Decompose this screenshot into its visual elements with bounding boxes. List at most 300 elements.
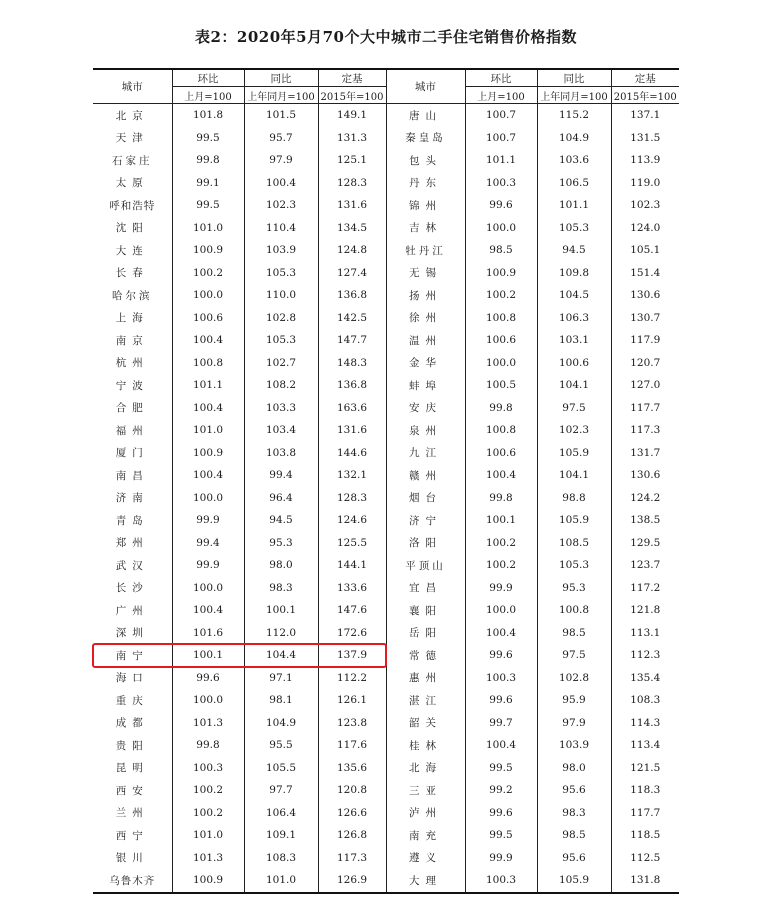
city-cell-2: 唐山 [386, 104, 465, 127]
header-base-2: 定基 [611, 69, 679, 87]
yoy-cell-2: 95.6 [537, 779, 611, 802]
city-cell: 昆明 [115, 762, 149, 775]
base-cell: 134.5 [318, 217, 386, 240]
base-cell-2: 129.5 [611, 532, 679, 555]
table-row [93, 307, 679, 330]
city-cell-2: 洛阳 [386, 532, 465, 555]
base-cell: 126.9 [318, 869, 386, 893]
mom-cell-2: 99.2 [465, 779, 537, 802]
mom-cell-2: 100.0 [465, 217, 537, 240]
base-cell: 142.5 [318, 307, 386, 330]
mom-cell: 100.8 [172, 352, 244, 375]
city-cell-2: 包头 [386, 149, 465, 172]
base-cell: 128.3 [318, 172, 386, 195]
city-cell-2: 济宁 [386, 509, 465, 532]
table-row [93, 734, 679, 757]
base-cell-2: 114.3 [611, 712, 679, 735]
base-cell: 124.8 [318, 239, 386, 262]
base-cell-2: 151.4 [611, 262, 679, 285]
table-row [93, 487, 679, 510]
yoy-cell: 105.3 [244, 262, 318, 285]
mom-cell: 100.4 [172, 599, 244, 622]
base-cell: 136.8 [318, 284, 386, 307]
city-cell-2: 岳阳 [386, 622, 465, 645]
mom-cell-2: 100.2 [465, 532, 537, 555]
yoy-cell: 98.1 [244, 689, 318, 712]
mom-cell-2: 100.6 [465, 329, 537, 352]
mom-cell: 99.4 [172, 532, 244, 555]
yoy-cell: 98.0 [244, 554, 318, 577]
base-cell-2: 131.8 [611, 869, 679, 893]
base-cell-2: 138.5 [611, 509, 679, 532]
base-cell-2: 117.2 [611, 577, 679, 600]
city-cell-2: 泉州 [386, 419, 465, 442]
yoy-cell: 109.1 [244, 824, 318, 847]
yoy-cell-2: 109.8 [537, 262, 611, 285]
yoy-cell-2: 115.2 [537, 104, 611, 127]
city-cell: 南宁 [115, 649, 149, 662]
table-row [93, 104, 679, 127]
table-row [93, 532, 679, 555]
base-cell: 149.1 [318, 104, 386, 127]
mom-cell-2: 99.6 [465, 802, 537, 825]
base-cell-2: 117.9 [611, 329, 679, 352]
table-row [93, 352, 679, 375]
city-cell: 石家庄 [112, 154, 153, 167]
city-cell-2: 惠州 [386, 667, 465, 690]
yoy-cell-2: 97.5 [537, 397, 611, 420]
yoy-cell-2: 100.8 [537, 599, 611, 622]
base-cell-2: 113.4 [611, 734, 679, 757]
yoy-cell-2: 105.9 [537, 509, 611, 532]
mom-cell: 99.1 [172, 172, 244, 195]
mom-cell: 99.6 [172, 667, 244, 690]
city-cell-2: 赣州 [386, 464, 465, 487]
city-cell: 武汉 [115, 559, 149, 572]
city-cell-2: 温州 [386, 329, 465, 352]
city-cell-2: 烟台 [386, 487, 465, 510]
yoy-cell-2: 105.3 [537, 217, 611, 240]
yoy-cell: 108.3 [244, 847, 318, 870]
yoy-cell: 102.7 [244, 352, 318, 375]
city-cell-2: 南充 [386, 824, 465, 847]
base-cell: 144.6 [318, 442, 386, 465]
table-row [93, 599, 679, 622]
base-cell-2: 113.9 [611, 149, 679, 172]
base-cell-2: 118.5 [611, 824, 679, 847]
city-cell-2: 安庆 [386, 397, 465, 420]
yoy-cell-2: 98.5 [537, 824, 611, 847]
base-cell-2: 102.3 [611, 194, 679, 217]
base-cell-2: 108.3 [611, 689, 679, 712]
base-cell-2: 121.8 [611, 599, 679, 622]
base-cell: 131.3 [318, 127, 386, 150]
base-cell: 148.3 [318, 352, 386, 375]
yoy-cell-2: 100.6 [537, 352, 611, 375]
base-cell: 125.5 [318, 532, 386, 555]
base-cell: 163.6 [318, 397, 386, 420]
city-cell: 西宁 [115, 829, 149, 842]
mom-cell: 101.0 [172, 824, 244, 847]
city-cell-2: 锦州 [386, 194, 465, 217]
mom-cell-2: 99.5 [465, 824, 537, 847]
base-cell: 136.8 [318, 374, 386, 397]
mom-cell: 100.4 [172, 464, 244, 487]
base-cell: 123.8 [318, 712, 386, 735]
city-cell: 深圳 [115, 627, 149, 640]
subheader-mom: 上月=100 [172, 87, 244, 104]
mom-cell: 99.8 [172, 149, 244, 172]
city-cell: 呼和浩特 [109, 199, 156, 212]
city-cell: 济南 [115, 492, 149, 505]
yoy-cell: 105.5 [244, 757, 318, 780]
base-cell: 131.6 [318, 419, 386, 442]
mom-cell-2: 100.6 [465, 442, 537, 465]
mom-cell: 100.0 [172, 487, 244, 510]
table-row [93, 757, 679, 780]
table-row [93, 622, 679, 645]
header-row [93, 69, 679, 87]
mom-cell-2: 100.2 [465, 284, 537, 307]
mom-cell-2: 100.3 [465, 667, 537, 690]
mom-cell: 100.2 [172, 779, 244, 802]
yoy-cell-2: 95.3 [537, 577, 611, 600]
base-cell-2: 130.6 [611, 284, 679, 307]
header-mom-2: 环比 [465, 69, 537, 87]
subheader-base: 2015年=100 [318, 87, 386, 104]
base-cell-2: 130.6 [611, 464, 679, 487]
city-cell: 银川 [115, 852, 149, 865]
yoy-cell: 95.5 [244, 734, 318, 757]
yoy-cell-2: 94.5 [537, 239, 611, 262]
city-cell-2: 北海 [386, 757, 465, 780]
mom-cell-2: 99.9 [465, 847, 537, 870]
yoy-cell-2: 102.8 [537, 667, 611, 690]
base-cell: 172.6 [318, 622, 386, 645]
yoy-cell: 104.4 [244, 644, 318, 667]
yoy-cell-2: 105.9 [537, 869, 611, 893]
city-cell: 天津 [115, 132, 149, 145]
base-cell-2: 112.3 [611, 644, 679, 667]
city-cell: 北京 [115, 109, 149, 122]
yoy-cell: 97.7 [244, 779, 318, 802]
yoy-cell-2: 104.5 [537, 284, 611, 307]
mom-cell-2: 99.6 [465, 644, 537, 667]
table-row [93, 239, 679, 262]
table-body [93, 104, 679, 893]
mom-cell: 100.9 [172, 869, 244, 893]
table-row [93, 127, 679, 150]
base-cell: 126.1 [318, 689, 386, 712]
yoy-cell-2: 97.9 [537, 712, 611, 735]
base-cell-2: 120.7 [611, 352, 679, 375]
table-row [93, 329, 679, 352]
mom-cell-2: 101.1 [465, 149, 537, 172]
city-cell: 长春 [115, 267, 149, 280]
highlight-box [92, 643, 387, 668]
table-row [93, 824, 679, 847]
table-row [93, 419, 679, 442]
yoy-cell: 97.1 [244, 667, 318, 690]
base-cell-2: 119.0 [611, 172, 679, 195]
mom-cell: 100.3 [172, 757, 244, 780]
yoy-cell-2: 105.3 [537, 554, 611, 577]
city-cell-2: 平顶山 [386, 554, 465, 577]
mom-cell-2: 100.7 [465, 104, 537, 127]
city-cell-2: 遵义 [386, 847, 465, 870]
yoy-cell-2: 98.8 [537, 487, 611, 510]
mom-cell-2: 99.6 [465, 689, 537, 712]
yoy-cell-2: 102.3 [537, 419, 611, 442]
base-cell-2: 113.1 [611, 622, 679, 645]
yoy-cell: 105.3 [244, 329, 318, 352]
city-cell: 福州 [115, 424, 149, 437]
yoy-cell: 95.7 [244, 127, 318, 150]
yoy-cell-2: 108.5 [537, 532, 611, 555]
mom-cell-2: 100.3 [465, 172, 537, 195]
yoy-cell: 98.3 [244, 577, 318, 600]
city-cell-2: 金华 [386, 352, 465, 375]
base-cell-2: 131.5 [611, 127, 679, 150]
header-yoy: 同比 [244, 69, 318, 87]
mom-cell: 101.3 [172, 847, 244, 870]
table-row [93, 802, 679, 825]
yoy-cell: 97.9 [244, 149, 318, 172]
table-row [93, 397, 679, 420]
base-cell: 135.6 [318, 757, 386, 780]
yoy-cell: 95.3 [244, 532, 318, 555]
base-cell-2: 105.1 [611, 239, 679, 262]
yoy-cell-2: 104.1 [537, 464, 611, 487]
yoy-cell-2: 105.9 [537, 442, 611, 465]
mom-cell: 101.0 [172, 419, 244, 442]
city-cell: 合肥 [115, 402, 149, 415]
mom-cell: 100.0 [172, 689, 244, 712]
table-row [93, 374, 679, 397]
mom-cell-2: 100.7 [465, 127, 537, 150]
base-cell: 132.1 [318, 464, 386, 487]
table-row [93, 869, 679, 893]
mom-cell-2: 100.8 [465, 419, 537, 442]
mom-cell: 100.2 [172, 802, 244, 825]
city-cell: 沈阳 [115, 222, 149, 235]
subheader-base-2: 2015年=100 [611, 87, 679, 104]
table-row [93, 847, 679, 870]
base-cell: 128.3 [318, 487, 386, 510]
mom-cell-2: 100.4 [465, 464, 537, 487]
base-cell: 120.8 [318, 779, 386, 802]
table-row [93, 442, 679, 465]
yoy-cell: 108.2 [244, 374, 318, 397]
yoy-cell-2: 95.9 [537, 689, 611, 712]
base-cell-2: 118.3 [611, 779, 679, 802]
table-row [93, 554, 679, 577]
city-cell: 长沙 [115, 582, 149, 595]
mom-cell: 101.0 [172, 217, 244, 240]
yoy-cell: 110.0 [244, 284, 318, 307]
mom-cell-2: 100.1 [465, 509, 537, 532]
table-row [93, 284, 679, 307]
yoy-cell: 112.0 [244, 622, 318, 645]
subheader-yoy-2: 上年同月=100 [537, 87, 611, 104]
header-city: 城市 [93, 69, 172, 104]
base-cell: 131.6 [318, 194, 386, 217]
mom-cell: 100.6 [172, 307, 244, 330]
city-cell-2: 丹东 [386, 172, 465, 195]
base-cell-2: 135.4 [611, 667, 679, 690]
mom-cell: 101.1 [172, 374, 244, 397]
table-row [93, 149, 679, 172]
yoy-cell: 106.4 [244, 802, 318, 825]
base-cell-2: 117.3 [611, 419, 679, 442]
mom-cell: 100.9 [172, 239, 244, 262]
subheader-yoy: 上年同月=100 [244, 87, 318, 104]
base-cell-2: 117.7 [611, 802, 679, 825]
table-row [93, 577, 679, 600]
mom-cell-2: 100.0 [465, 352, 537, 375]
base-cell: 126.6 [318, 802, 386, 825]
base-cell-2: 124.0 [611, 217, 679, 240]
city-cell-2: 宜昌 [386, 577, 465, 600]
base-cell: 144.1 [318, 554, 386, 577]
base-cell: 127.4 [318, 262, 386, 285]
yoy-cell-2: 101.1 [537, 194, 611, 217]
city-cell: 南昌 [115, 469, 149, 482]
yoy-cell-2: 106.5 [537, 172, 611, 195]
header-yoy-2: 同比 [537, 69, 611, 87]
mom-cell: 100.9 [172, 442, 244, 465]
yoy-cell: 103.8 [244, 442, 318, 465]
base-cell-2: 130.7 [611, 307, 679, 330]
base-cell: 117.6 [318, 734, 386, 757]
base-cell: 112.2 [318, 667, 386, 690]
yoy-cell: 103.9 [244, 239, 318, 262]
mom-cell-2: 100.4 [465, 734, 537, 757]
city-cell: 杭州 [115, 357, 149, 370]
city-cell-2: 徐州 [386, 307, 465, 330]
city-cell-2: 牡丹江 [386, 239, 465, 262]
base-cell-2: 137.1 [611, 104, 679, 127]
base-cell-2: 123.7 [611, 554, 679, 577]
city-cell: 成都 [115, 717, 149, 730]
mom-cell-2: 100.2 [465, 554, 537, 577]
city-cell: 西安 [115, 784, 149, 797]
city-cell-2: 三亚 [386, 779, 465, 802]
mom-cell-2: 99.6 [465, 194, 537, 217]
base-cell-2: 117.7 [611, 397, 679, 420]
yoy-cell: 103.3 [244, 397, 318, 420]
base-cell: 125.1 [318, 149, 386, 172]
base-cell: 137.9 [318, 644, 386, 667]
table-row [93, 667, 679, 690]
city-cell: 郑州 [115, 537, 149, 550]
mom-cell: 100.1 [172, 644, 244, 667]
city-cell-2: 大理 [386, 869, 465, 893]
mom-cell-2: 100.5 [465, 374, 537, 397]
yoy-cell: 102.3 [244, 194, 318, 217]
mom-cell-2: 100.0 [465, 599, 537, 622]
yoy-cell-2: 103.6 [537, 149, 611, 172]
yoy-cell-2: 103.9 [537, 734, 611, 757]
city-cell-2: 泸州 [386, 802, 465, 825]
mom-cell-2: 99.5 [465, 757, 537, 780]
mom-cell: 101.6 [172, 622, 244, 645]
table-title: 表2：2020年5月70个大中城市二手住宅销售价格指数 [195, 28, 577, 46]
city-cell: 厦门 [115, 447, 149, 460]
mom-cell-2: 100.3 [465, 869, 537, 893]
base-cell: 147.6 [318, 599, 386, 622]
city-cell-2: 常德 [386, 644, 465, 667]
city-cell-2: 湛江 [386, 689, 465, 712]
yoy-cell: 110.4 [244, 217, 318, 240]
mom-cell: 99.9 [172, 554, 244, 577]
mom-cell: 101.8 [172, 104, 244, 127]
city-cell-2: 扬州 [386, 284, 465, 307]
mom-cell: 100.2 [172, 262, 244, 285]
city-cell: 南京 [115, 334, 149, 347]
header-mom: 环比 [172, 69, 244, 87]
city-cell: 太原 [115, 177, 149, 190]
city-cell: 海口 [115, 672, 149, 685]
city-cell-2: 蚌埠 [386, 374, 465, 397]
base-cell-2: 131.7 [611, 442, 679, 465]
yoy-cell: 96.4 [244, 487, 318, 510]
header-base: 定基 [318, 69, 386, 87]
base-cell: 147.7 [318, 329, 386, 352]
base-cell: 117.3 [318, 847, 386, 870]
table-row [93, 689, 679, 712]
city-cell: 兰州 [115, 807, 149, 820]
yoy-cell: 100.1 [244, 599, 318, 622]
city-cell-2: 韶关 [386, 712, 465, 735]
city-cell: 乌鲁木齐 [93, 869, 172, 893]
yoy-cell: 94.5 [244, 509, 318, 532]
mom-cell-2: 98.5 [465, 239, 537, 262]
city-cell-2: 秦皇岛 [386, 127, 465, 150]
mom-cell: 99.9 [172, 509, 244, 532]
price-index-table [93, 68, 679, 894]
base-cell: 126.8 [318, 824, 386, 847]
city-cell-2: 无锡 [386, 262, 465, 285]
mom-cell: 100.4 [172, 397, 244, 420]
base-cell-2: 112.5 [611, 847, 679, 870]
yoy-cell-2: 104.9 [537, 127, 611, 150]
yoy-cell: 99.4 [244, 464, 318, 487]
mom-cell-2: 99.9 [465, 577, 537, 600]
yoy-cell: 103.4 [244, 419, 318, 442]
yoy-cell-2: 104.1 [537, 374, 611, 397]
yoy-cell-2: 95.6 [537, 847, 611, 870]
city-cell: 大连 [115, 244, 149, 257]
table-row [93, 217, 679, 240]
mom-cell: 99.8 [172, 734, 244, 757]
table-row [93, 464, 679, 487]
base-cell-2: 121.5 [611, 757, 679, 780]
yoy-cell: 101.0 [244, 869, 318, 893]
yoy-cell: 104.9 [244, 712, 318, 735]
city-cell: 重庆 [115, 694, 149, 707]
city-cell-2: 吉林 [386, 217, 465, 240]
city-cell: 广州 [115, 604, 149, 617]
mom-cell: 100.4 [172, 329, 244, 352]
mom-cell-2: 99.8 [465, 397, 537, 420]
table-row [93, 262, 679, 285]
base-cell: 133.6 [318, 577, 386, 600]
subheader-mom-2: 上月=100 [465, 87, 537, 104]
city-cell-2: 九江 [386, 442, 465, 465]
mom-cell: 99.5 [172, 127, 244, 150]
yoy-cell-2: 97.5 [537, 644, 611, 667]
